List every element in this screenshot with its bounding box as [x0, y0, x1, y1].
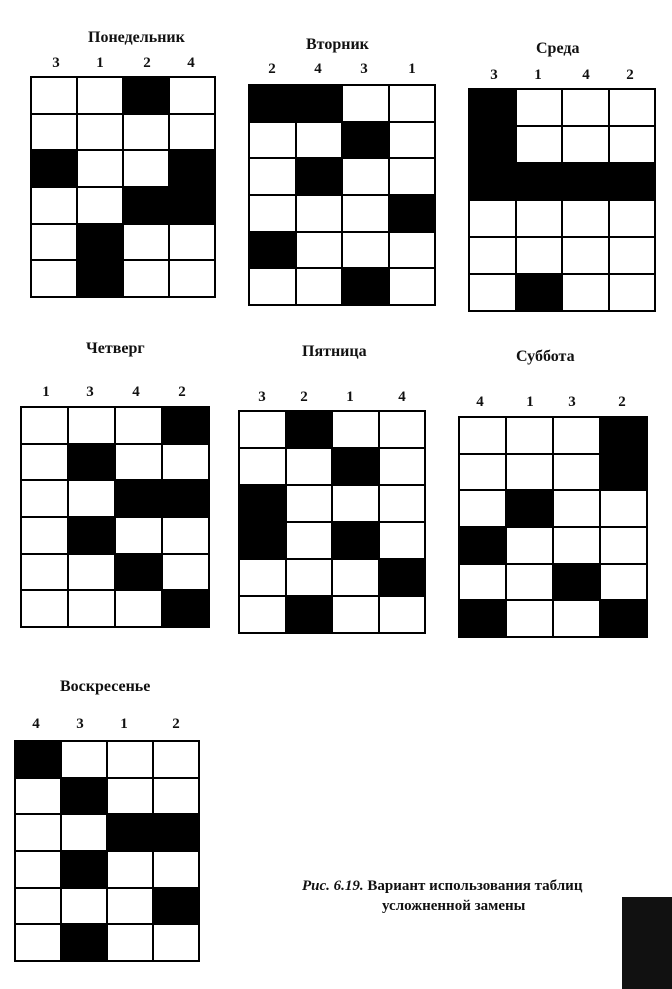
grid-cell-filled — [601, 455, 646, 490]
day-title-sunday: Воскресенье — [60, 678, 151, 695]
grid-cell-filled — [333, 523, 378, 558]
figure-number: Рис. 6.19. — [302, 878, 364, 894]
grid-cell-filled — [78, 261, 122, 296]
key-digit: 3 — [76, 716, 84, 732]
grid-cell-empty — [343, 159, 388, 194]
grid-cell-empty — [554, 528, 599, 563]
grid-cell-filled — [554, 565, 599, 600]
grid-cell-empty — [22, 481, 67, 516]
grid-cell-empty — [507, 418, 552, 453]
grid-wednesday — [468, 88, 656, 312]
grid-cell-filled — [610, 164, 655, 199]
grid-cell-empty — [470, 275, 515, 310]
grid-cell-filled — [287, 412, 332, 447]
grid-tuesday — [248, 84, 436, 306]
grid-cell-empty — [16, 852, 60, 887]
grid-cell-empty — [343, 86, 388, 121]
grid-monday — [30, 76, 216, 298]
grid-cell-empty — [601, 491, 646, 526]
grid-cell-empty — [333, 597, 378, 632]
key-digit: 2 — [618, 394, 626, 410]
grid-cell-empty — [333, 486, 378, 521]
grid-cell-empty — [154, 852, 198, 887]
grid-cell-filled — [62, 925, 106, 960]
grid-cell-filled — [240, 486, 285, 521]
grid-cell-empty — [78, 188, 122, 223]
grid-cell-filled — [297, 86, 342, 121]
grid-cell-filled — [460, 528, 505, 563]
grid-cell-empty — [507, 601, 552, 636]
key-row-wednesday — [472, 67, 658, 87]
key-digit: 2 — [268, 61, 276, 77]
grid-cell-empty — [333, 412, 378, 447]
key-digit: 4 — [476, 394, 484, 410]
key-digit: 4 — [187, 55, 195, 71]
grid-cell-empty — [460, 418, 505, 453]
grid-cell-empty — [297, 269, 342, 304]
grid-cell-filled — [460, 601, 505, 636]
key-row-monday — [34, 55, 216, 75]
grid-cell-empty — [610, 90, 655, 125]
grid-cell-empty — [108, 889, 152, 924]
grid-cell-empty — [297, 196, 342, 231]
grid-cell-empty — [610, 127, 655, 162]
grid-cell-filled — [69, 518, 114, 553]
grid-cell-empty — [380, 597, 425, 632]
grid-cell-filled — [333, 449, 378, 484]
key-row-saturday — [460, 394, 646, 414]
grid-cell-filled — [170, 151, 214, 186]
grid-cell-empty — [62, 889, 106, 924]
grid-cell-empty — [170, 115, 214, 150]
grid-cell-empty — [124, 261, 168, 296]
caption-text-1: Вариант использования таблиц — [367, 878, 583, 894]
grid-cell-filled — [601, 418, 646, 453]
grid-cell-filled — [62, 779, 106, 814]
grid-cell-filled — [116, 481, 161, 516]
grid-cell-empty — [69, 408, 114, 443]
grid-cell-empty — [154, 925, 198, 960]
grid-cell-empty — [554, 455, 599, 490]
grid-cell-empty — [563, 275, 608, 310]
grid-cell-empty — [22, 408, 67, 443]
grid-cell-empty — [390, 159, 435, 194]
key-row-friday — [240, 389, 426, 409]
grid-cell-filled — [62, 852, 106, 887]
grid-cell-empty — [163, 555, 208, 590]
grid-cell-empty — [287, 449, 332, 484]
key-row-sunday — [14, 716, 200, 736]
key-digit: 3 — [490, 67, 498, 83]
grid-cell-empty — [16, 815, 60, 850]
grid-cell-filled — [69, 445, 114, 480]
key-row-tuesday — [250, 61, 436, 81]
grid-cell-filled — [163, 481, 208, 516]
grid-cell-empty — [601, 565, 646, 600]
key-digit: 3 — [258, 389, 266, 405]
grid-cell-empty — [116, 591, 161, 626]
grid-cell-empty — [240, 597, 285, 632]
grid-cell-empty — [343, 196, 388, 231]
caption-text-2: усложненной замены — [382, 898, 526, 914]
grid-cell-filled — [163, 591, 208, 626]
grid-cell-empty — [22, 445, 67, 480]
grid-cell-empty — [287, 486, 332, 521]
grid-cell-filled — [390, 196, 435, 231]
grid-cell-empty — [22, 518, 67, 553]
grid-cell-empty — [563, 127, 608, 162]
grid-cell-empty — [380, 486, 425, 521]
grid-cell-empty — [610, 238, 655, 273]
grid-cell-empty — [69, 555, 114, 590]
day-title-saturday: Суббота — [516, 348, 575, 365]
grid-cell-filled — [563, 164, 608, 199]
key-digit: 1 — [346, 389, 354, 405]
grid-cell-empty — [32, 188, 76, 223]
grid-cell-filled — [124, 78, 168, 113]
grid-cell-empty — [250, 123, 295, 158]
grid-cell-empty — [108, 852, 152, 887]
key-digit: 2 — [178, 384, 186, 400]
key-digit: 1 — [408, 61, 416, 77]
grid-cell-filled — [507, 491, 552, 526]
grid-friday — [238, 410, 426, 634]
grid-cell-empty — [78, 78, 122, 113]
grid-cell-empty — [610, 275, 655, 310]
grid-cell-empty — [380, 412, 425, 447]
grid-cell-filled — [517, 275, 562, 310]
key-digit: 2 — [143, 55, 151, 71]
key-digit: 4 — [132, 384, 140, 400]
grid-cell-empty — [108, 779, 152, 814]
grid-cell-empty — [601, 528, 646, 563]
grid-cell-filled — [250, 86, 295, 121]
grid-cell-empty — [32, 78, 76, 113]
grid-cell-empty — [78, 115, 122, 150]
grid-cell-filled — [470, 90, 515, 125]
grid-cell-empty — [554, 601, 599, 636]
day-title-tuesday: Вторник — [306, 36, 369, 53]
grid-cell-empty — [240, 449, 285, 484]
grid-cell-empty — [287, 560, 332, 595]
grid-cell-empty — [124, 225, 168, 260]
grid-cell-filled — [78, 225, 122, 260]
grid-cell-filled — [108, 815, 152, 850]
key-digit: 1 — [42, 384, 50, 400]
grid-cell-filled — [470, 164, 515, 199]
grid-cell-filled — [287, 597, 332, 632]
grid-cell-empty — [554, 418, 599, 453]
grid-cell-empty — [250, 159, 295, 194]
figure-caption — [302, 876, 582, 916]
grid-sunday — [14, 740, 200, 962]
grid-cell-filled — [170, 188, 214, 223]
grid-cell-filled — [601, 601, 646, 636]
key-digit: 1 — [534, 67, 542, 83]
grid-cell-empty — [16, 779, 60, 814]
grid-cell-empty — [124, 151, 168, 186]
grid-cell-filled — [154, 889, 198, 924]
grid-cell-empty — [460, 565, 505, 600]
grid-cell-empty — [69, 481, 114, 516]
key-digit: 1 — [96, 55, 104, 71]
grid-cell-filled — [154, 815, 198, 850]
grid-cell-empty — [343, 233, 388, 268]
grid-cell-empty — [470, 238, 515, 273]
grid-cell-empty — [460, 491, 505, 526]
grid-cell-empty — [69, 591, 114, 626]
grid-cell-empty — [170, 225, 214, 260]
grid-cell-empty — [390, 233, 435, 268]
day-title-thursday: Четверг — [86, 340, 145, 357]
grid-cell-empty — [380, 523, 425, 558]
key-digit: 4 — [314, 61, 322, 77]
day-title-friday: Пятница — [302, 343, 367, 360]
grid-cell-empty — [32, 115, 76, 150]
key-digit: 3 — [568, 394, 576, 410]
grid-cell-empty — [333, 560, 378, 595]
grid-cell-empty — [390, 123, 435, 158]
grid-cell-empty — [163, 518, 208, 553]
grid-cell-empty — [250, 269, 295, 304]
grid-cell-filled — [517, 164, 562, 199]
key-digit: 2 — [300, 389, 308, 405]
key-row-thursday — [24, 384, 210, 404]
grid-cell-filled — [16, 742, 60, 777]
grid-cell-empty — [116, 518, 161, 553]
grid-cell-empty — [240, 560, 285, 595]
grid-cell-filled — [116, 555, 161, 590]
key-digit: 1 — [120, 716, 128, 732]
grid-cell-filled — [343, 123, 388, 158]
key-digit: 4 — [398, 389, 406, 405]
key-digit: 2 — [172, 716, 180, 732]
grid-cell-empty — [163, 445, 208, 480]
grid-cell-empty — [517, 127, 562, 162]
grid-cell-empty — [16, 889, 60, 924]
grid-cell-empty — [287, 523, 332, 558]
grid-saturday — [458, 416, 648, 638]
grid-cell-empty — [240, 412, 285, 447]
grid-cell-empty — [517, 90, 562, 125]
grid-cell-empty — [610, 201, 655, 236]
grid-cell-empty — [78, 151, 122, 186]
grid-cell-empty — [116, 445, 161, 480]
key-digit: 1 — [526, 394, 534, 410]
grid-cell-empty — [507, 565, 552, 600]
key-digit: 3 — [360, 61, 368, 77]
grid-cell-filled — [470, 127, 515, 162]
grid-cell-empty — [62, 815, 106, 850]
grid-cell-empty — [390, 86, 435, 121]
grid-cell-empty — [507, 528, 552, 563]
grid-cell-empty — [554, 491, 599, 526]
grid-cell-empty — [170, 78, 214, 113]
grid-cell-empty — [563, 201, 608, 236]
grid-cell-empty — [22, 555, 67, 590]
grid-cell-filled — [240, 523, 285, 558]
grid-cell-empty — [563, 238, 608, 273]
grid-cell-empty — [460, 455, 505, 490]
key-digit: 2 — [626, 67, 634, 83]
grid-cell-empty — [517, 238, 562, 273]
grid-cell-empty — [380, 449, 425, 484]
key-digit: 3 — [86, 384, 94, 400]
grid-cell-empty — [170, 261, 214, 296]
grid-cell-empty — [517, 201, 562, 236]
grid-cell-empty — [390, 269, 435, 304]
scan-edge-shadow — [622, 897, 672, 989]
grid-cell-filled — [250, 233, 295, 268]
grid-cell-filled — [297, 159, 342, 194]
grid-cell-empty — [297, 233, 342, 268]
key-digit: 3 — [52, 55, 60, 71]
key-digit: 4 — [32, 716, 40, 732]
grid-cell-empty — [563, 90, 608, 125]
grid-cell-empty — [116, 408, 161, 443]
grid-cell-filled — [343, 269, 388, 304]
day-title-monday: Понедельник — [88, 29, 185, 46]
grid-cell-empty — [62, 742, 106, 777]
day-title-wednesday: Среда — [536, 40, 580, 57]
key-digit: 4 — [582, 67, 590, 83]
grid-cell-filled — [32, 151, 76, 186]
grid-cell-empty — [108, 742, 152, 777]
grid-cell-filled — [124, 188, 168, 223]
grid-cell-empty — [22, 591, 67, 626]
grid-cell-filled — [163, 408, 208, 443]
grid-cell-empty — [32, 225, 76, 260]
grid-cell-empty — [297, 123, 342, 158]
grid-cell-empty — [32, 261, 76, 296]
grid-cell-empty — [154, 779, 198, 814]
grid-cell-empty — [154, 742, 198, 777]
grid-cell-empty — [470, 201, 515, 236]
grid-cell-empty — [250, 196, 295, 231]
caption-line-1 — [302, 876, 582, 896]
grid-cell-empty — [108, 925, 152, 960]
grid-cell-filled — [380, 560, 425, 595]
grid-thursday — [20, 406, 210, 628]
grid-cell-empty — [124, 115, 168, 150]
grid-cell-empty — [507, 455, 552, 490]
grid-cell-empty — [16, 925, 60, 960]
